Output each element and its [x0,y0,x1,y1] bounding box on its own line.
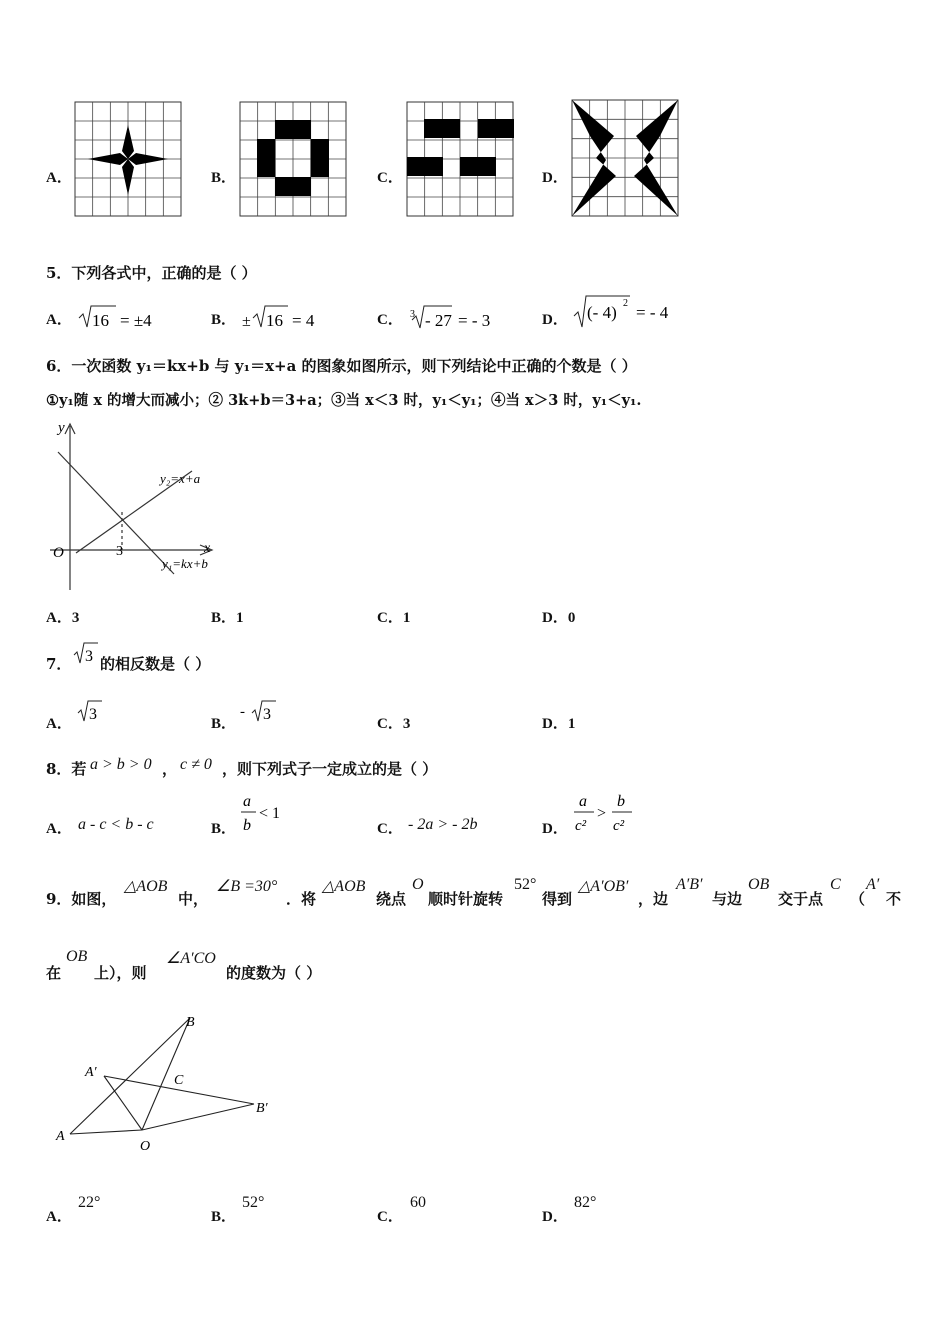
q5-option-c-label: C． [377,312,403,328]
q9-text-9: 交于点 [778,890,824,908]
svg-text:A: A [56,1129,65,1144]
svg-text:>: > [597,805,607,822]
svg-text:< 1: < 1 [259,805,281,822]
q8-stem: ，则下列式子一定成立的是（ ） [222,760,438,778]
q9-triangle-3: △A′OB′ [578,878,629,895]
q9-text-10: （ [850,890,866,908]
q5-option-d-expr [572,292,682,330]
q7-option-d: D．1 [542,716,576,732]
q8-option-d-expr [572,790,642,838]
grid-c-block-1 [424,119,460,138]
q9-point-o: O [412,876,424,893]
q9-text-7: ，边 [638,890,669,908]
svg-text:c²: c² [575,818,587,834]
svg-text:b: b [617,793,625,810]
svg-text:2: 2 [623,298,628,309]
q5-stem: 5．下列各式中，正确的是（ ） [46,264,257,282]
q9-segment-a2o [104,1076,142,1130]
q6-tick-label: 3 [116,544,123,559]
q8-option-b-expr [240,790,290,838]
grid-c-block-2 [478,119,514,138]
q9-text-6: 得到 [542,890,573,908]
grid-option-d-label: D． [542,170,568,186]
q8-option-c-expr: - 2a > - 2b [408,816,478,833]
q8-condition-2: c ≠ 0 [180,756,212,773]
q6-option-d: D．0 [542,610,576,626]
svg-text:= 4: = 4 [292,311,315,330]
svg-text:B: B [186,1015,195,1030]
grid-option-a-label: A． [46,170,72,186]
grid-b-block-right [311,139,329,177]
q9-point-c: C [830,876,841,893]
q7-option-b-expr [240,698,280,724]
q6-conditions: ①y₁随 x 的增大而减小；② 3k+b＝3+a；③当 x＜3 时，y₁＜y₁；④当 x＞3 时，y₁＜y₁. [46,392,642,409]
q5-option-c-expr [408,300,508,330]
q9-point-a2: A′ [866,876,880,893]
svg-text:C: C [174,1073,184,1088]
q9-segment-ob2 [142,1104,254,1130]
q9-text-11: 不 [886,890,902,908]
q6-y-label: y [58,420,65,436]
grid-b-block-bottom [275,177,311,196]
q9-text-2: 中， [178,890,209,908]
grid-c-block-4 [460,157,496,176]
grid-figure-b [239,101,349,219]
q6-graph [44,418,234,593]
q6-line2-label: y₂=x+a [160,471,201,486]
svg-text:A′: A′ [85,1065,97,1080]
svg-text:= - 4: = - 4 [636,303,669,322]
q8-separator: ， [162,760,178,778]
grid-figure-c [406,101,516,219]
q7-option-b-label: B． [211,716,237,732]
svg-text:a: a [243,793,251,810]
svg-text:O: O [140,1139,151,1154]
svg-text:-: - [240,704,245,720]
grid-a-petal-bottom [122,159,134,195]
q6-line1-label: y₁=kx+b [162,556,208,571]
q6-option-c: C．1 [377,610,411,626]
q9-text-14: 的度数为（ ） [226,964,322,982]
q5-option-a-label: A． [46,312,72,328]
q9-option-a-value: 22° [78,1194,101,1211]
q8-condition-1: a > b > 0 [90,756,152,773]
grid-a-petal-left [88,153,128,165]
q6-option-b: B．1 [211,610,244,626]
svg-text:a: a [579,793,587,810]
svg-text:3: 3 [85,648,93,665]
svg-text:b: b [243,817,251,834]
q5-option-b-expr [242,300,332,330]
q6-option-a: A．3 [46,610,80,626]
q6-x-label: x [204,541,211,556]
q7-option-a-label: A． [46,716,72,732]
q8-number: 8．若 [46,760,87,778]
q8-option-c-label: C． [377,821,403,837]
q9-edge-ob: OB [748,876,770,893]
grid-figure-a [74,101,184,219]
svg-text:- 27: - 27 [425,311,452,330]
q9-option-a-label: A． [46,1209,72,1225]
q9-text-13: 上），则 [94,964,147,982]
q9-angle-b: ∠B =30° [216,878,278,895]
q7-stem: 的相反数是（ ） [100,655,211,673]
q9-option-b-value: 52° [242,1194,265,1211]
grid-a-petal-right [128,153,168,165]
q9-option-c-value: 60 [410,1194,426,1211]
svg-text:c²: c² [613,818,625,834]
q9-text-5: 顺时针旋转 [428,890,504,908]
q9-angle-a2co: ∠A′CO [166,950,216,967]
q8-option-b-label: B． [211,821,237,837]
svg-text:(- 4): (- 4) [587,303,617,322]
q7-option-c: C．3 [377,716,411,732]
q9-edge-a2b2: A′B′ [676,876,703,893]
grid-b-block-left [257,139,275,177]
q5-option-d-label: D． [542,312,568,328]
q9-option-c-label: C． [377,1209,403,1225]
q9-degrees: 52° [514,876,537,893]
svg-text:B′: B′ [256,1101,268,1116]
svg-text:3: 3 [410,309,415,320]
grid-option-c-label: C． [377,170,403,186]
q5-option-b-label: B． [211,312,237,328]
q9-triangle-1: △AOB [124,878,168,895]
q9-text-8: 与边 [712,890,743,908]
svg-text:16: 16 [92,311,109,330]
q9-text-4: 绕点 [376,890,407,908]
q8-option-a-label: A． [46,821,72,837]
grid-option-b-label: B． [211,170,237,186]
q6-origin-label: O [53,545,64,561]
q9-option-b-label: B． [211,1209,237,1225]
q5-option-a-expr [76,300,166,330]
q9-figure [52,1008,282,1158]
q9-text-3: ．将 [286,890,317,908]
q9-option-d-value: 82° [574,1194,597,1211]
grid-a-petal-top [122,125,134,159]
svg-text:= ±4: = ±4 [120,311,152,330]
q6-stem: 6．一次函数 y₁＝kx+b 与 y₁＝x+a 的图象如图所示，则下列结论中正确的个数是（ ） [46,357,637,375]
grid-figure-d [570,98,682,220]
q9-edge-ob-2: OB [66,948,88,965]
svg-text:16: 16 [266,311,283,330]
q7-number: 7． [46,655,72,673]
q9-option-d-label: D． [542,1209,568,1225]
svg-text:3: 3 [89,706,97,723]
svg-text:= - 3: = - 3 [458,311,491,330]
q9-segment-ao [70,1130,142,1134]
grid-c-block-3 [407,157,443,176]
svg-text:±: ± [242,313,251,330]
q9-text-12: 在 [46,964,62,982]
q9-text-1: 9．如图， [46,890,117,908]
q7-option-a-expr [76,698,106,724]
q9-triangle-2: △AOB [322,878,366,895]
q7-radical [72,640,102,666]
svg-text:3: 3 [263,706,271,723]
q8-option-a-expr: a - c < b - c [78,816,154,833]
q8-option-d-label: D． [542,821,568,837]
grid-b-block-top [275,120,311,139]
